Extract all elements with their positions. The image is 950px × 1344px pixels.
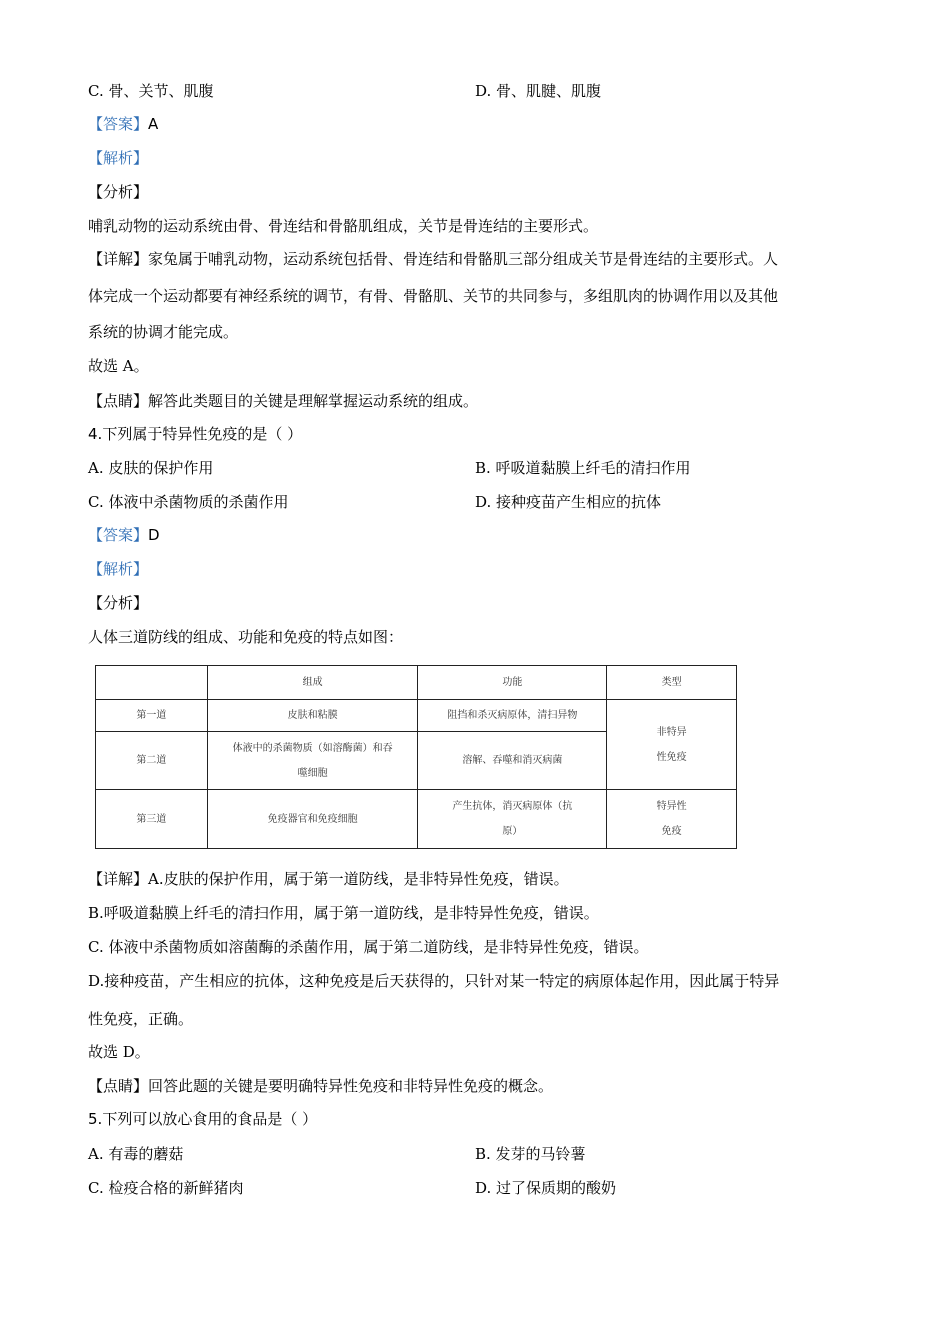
answer-value: D [148, 526, 160, 544]
answer-tag: 【答案】 [88, 526, 149, 544]
q3-analysis-tag: 【解析】 [88, 149, 149, 167]
table-header-cell [96, 666, 208, 700]
type-line: 非特异 [656, 726, 687, 738]
table-cell: 第二道 [96, 732, 208, 790]
table-header-cell: 功能 [418, 666, 607, 700]
defense-lines-table [95, 665, 737, 849]
table-cell: 溶解、吞噬和消灭病菌 [418, 732, 607, 790]
q4-option-b: B. 呼吸道黏膜上纤毛的清扫作用 [475, 459, 691, 477]
table-cell: 阻挡和杀灭病原体，清扫异物 [418, 700, 607, 732]
q4-stem [88, 424, 302, 444]
q3-detail-line-1: 【详解】家兔属于哺乳动物，运动系统包括骨、骨连结和骨骼肌三部分组成关节是骨连结的主要形式。人 [88, 250, 779, 268]
table-cell: 皮肤和粘膜 [207, 700, 418, 732]
q3-fenxi-text: 哺乳动物的运动系统由骨、骨连结和骨骼肌组成，关节是骨连结的主要形式。 [88, 217, 599, 235]
q4-detail-d-line-1: D.接种疫苗，产生相应的抗体，这种免疫是后天获得的，只针对某一特定的病原体起作用，因此属于特异 [88, 972, 780, 990]
table-header-cell: 组成 [207, 666, 418, 700]
table-type-cell [607, 700, 737, 790]
cell-line: 原） [502, 826, 523, 837]
type-line: 性免疫 [656, 751, 687, 763]
q3-detail-line-2: 体完成一个运动都要有神经系统的调节，有骨、骨骼肌、关节的共同参与，多组肌肉的协调作用以及其他 [88, 287, 779, 305]
q4-fenxi-tag: 【分析】 [88, 594, 149, 612]
answer-value: A [148, 115, 159, 133]
table-cell [207, 732, 418, 790]
type-line: 免疫 [661, 826, 682, 837]
q3-option-d: D. 骨、肌腱、肌腹 [475, 82, 602, 100]
table-type-cell [607, 790, 737, 849]
q3-fenxi-tag: 【分析】 [88, 183, 149, 201]
q4-choose: 故选 D。 [88, 1043, 150, 1061]
table-row [96, 700, 737, 732]
q5-stem [88, 1109, 317, 1129]
q5-number: 5. [88, 1110, 103, 1128]
table-cell [418, 790, 607, 849]
table-cell: 第一道 [96, 700, 208, 732]
q4-stem-text: 下列属于特异性免疫的是（ ） [102, 425, 303, 443]
q4-option-a: A. 皮肤的保护作用 [88, 459, 214, 477]
q4-number: 4. [88, 425, 103, 443]
cell-line: 噬细胞 [297, 767, 328, 779]
table-header-row [96, 666, 737, 700]
cell-line: 体液中的杀菌物质（如溶酶菌）和吞 [232, 742, 393, 754]
table-header-cell: 类型 [607, 666, 737, 700]
q4-answer [88, 525, 160, 545]
q5-option-d: D. 过了保质期的酸奶 [475, 1179, 617, 1197]
type-line: 特异性 [656, 801, 687, 812]
q5-option-b: B. 发芽的马铃薯 [475, 1145, 586, 1163]
q4-fenxi-text: 人体三道防线的组成、功能和免疫的特点如图： [88, 628, 404, 646]
q3-dianjing: 【点睛】解答此类题目的关键是理解掌握运动系统的组成。 [88, 392, 479, 410]
table-cell: 免疫器官和免疫细胞 [207, 790, 418, 849]
q3-detail-line-3: 系统的协调才能完成。 [88, 323, 239, 341]
q3-choose: 故选 A。 [88, 357, 149, 375]
q5-option-a: A. 有毒的蘑菇 [88, 1145, 184, 1163]
q4-detail-b: B.呼吸道黏膜上纤毛的清扫作用，属于第一道防线，是非特异性免疫，错误。 [88, 904, 599, 922]
table-row [96, 790, 737, 849]
q4-detail-c: C. 体液中杀菌物质如溶菌酶的杀菌作用，属于第二道防线，是非特异性免疫，错误。 [88, 938, 649, 956]
q5-option-c: C. 检疫合格的新鲜猪肉 [88, 1179, 244, 1197]
q4-detail-a: 【详解】A.皮肤的保护作用，属于第一道防线，是非特异性免疫，错误。 [88, 870, 569, 888]
q4-dianjing: 【点睛】回答此题的关键是要明确特异性免疫和非特异性免疫的概念。 [88, 1077, 554, 1095]
answer-tag: 【答案】 [88, 115, 149, 133]
cell-line: 产生抗体，消灭病原体（抗 [452, 801, 573, 812]
table-cell: 第三道 [96, 790, 208, 849]
q4-option-c: C. 体液中杀菌物质的杀菌作用 [88, 493, 289, 511]
q3-answer [88, 114, 158, 134]
q5-stem-text: 下列可以放心食用的食品是（ ） [102, 1110, 318, 1128]
q4-option-d: D. 接种疫苗产生相应的抗体 [475, 493, 662, 511]
q3-option-c: C. 骨、关节、肌腹 [88, 82, 214, 100]
q4-detail-d-line-2: 性免疫，正确。 [88, 1010, 194, 1028]
q4-analysis-tag: 【解析】 [88, 560, 149, 578]
